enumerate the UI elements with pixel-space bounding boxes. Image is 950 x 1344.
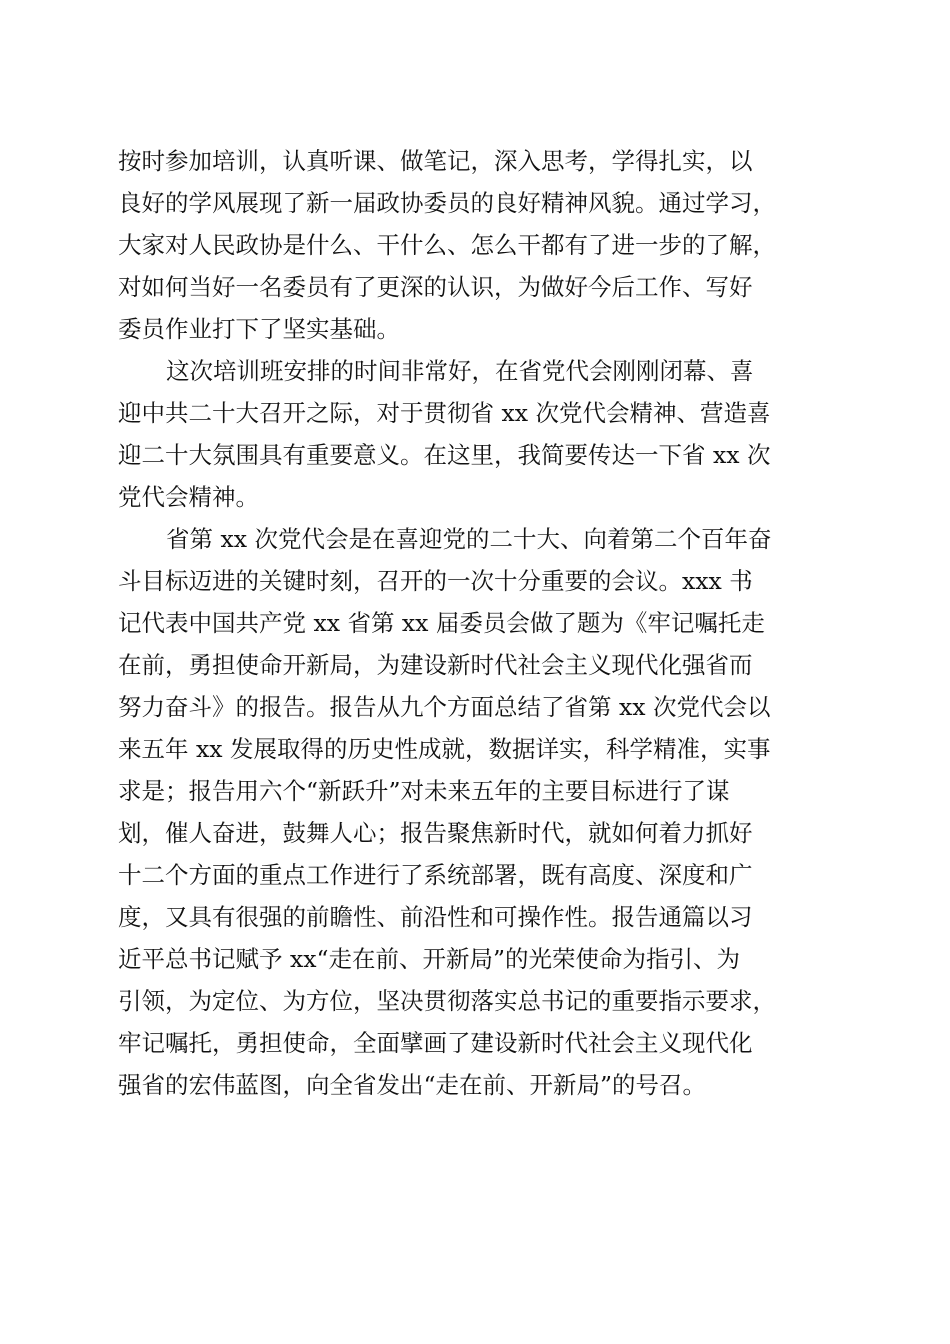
text-line: 十二个方面的重点工作进行了系统部署，既有高度、深度和广 [118, 861, 753, 889]
text-line: 划，催人奋进，鼓舞人心；报告聚焦新时代，就如何着力抓好 [118, 819, 753, 847]
text-line: 来五年 xx 发展取得的历史性成就，数据详实，科学精准，实事 [118, 735, 771, 763]
text-line: 迎中共二十大召开之际，对于贯彻省 xx 次党代会精神、营造喜 [118, 399, 771, 427]
text-line: 斗目标迈进的关键时刻，召开的一次十分重要的会议。xxx 书 [118, 567, 753, 595]
text-line: 党代会精神。 [118, 483, 259, 511]
paragraph-first-line: 这次培训班安排的时间非常好，在省党代会刚刚闭幕、喜 [166, 357, 754, 385]
text-line: 努力奋斗》的报告。报告从九个方面总结了省第 xx 次党代会以 [118, 693, 771, 721]
text-line: 大家对人民政协是什么、干什么、怎么干都有了进一步的了解， [118, 231, 776, 259]
text-line: 对如何当好一名委员有了更深的认识，为做好今后工作、写好 [118, 273, 753, 301]
text-line: 强省的宏伟蓝图，向全省发出“走在前、开新局”的号召。 [118, 1071, 707, 1099]
text-line: 在前，勇担使命开新局，为建设新时代社会主义现代化强省而 [118, 651, 753, 679]
text-line: 委员作业打下了坚实基础。 [118, 315, 400, 343]
text-line: 引领，为定位、为方位，坚决贯彻落实总书记的重要指示要求， [118, 987, 776, 1015]
text-line: 牢记嘱托，勇担使命，全面擘画了建设新时代社会主义现代化 [118, 1029, 753, 1057]
text-line: 近平总书记赋予 xx“走在前、开新局”的光荣使命为指引、为 [118, 945, 741, 973]
text-line: 记代表中国共产党 xx 省第 xx 届委员会做了题为《牢记嘱托走 [118, 609, 765, 637]
document-body [118, 140, 836, 1106]
text-line: 求是；报告用六个“新跃升”对未来五年的主要目标进行了谋 [118, 777, 730, 805]
text-line: 迎二十大氛围具有重要意义。在这里，我简要传达一下省 xx 次 [118, 441, 771, 469]
paragraph-first-line: 省第 xx 次党代会是在喜迎党的二十大、向着第二个百年奋 [166, 525, 772, 553]
text-line: 按时参加培训，认真听课、做笔记，深入思考，学得扎实，以 [118, 147, 753, 175]
text-line: 度，又具有很强的前瞻性、前沿性和可操作性。报告通篇以习 [118, 903, 753, 931]
text-line: 良好的学风展现了新一届政协委员的良好精神风貌。通过学习， [118, 189, 776, 217]
